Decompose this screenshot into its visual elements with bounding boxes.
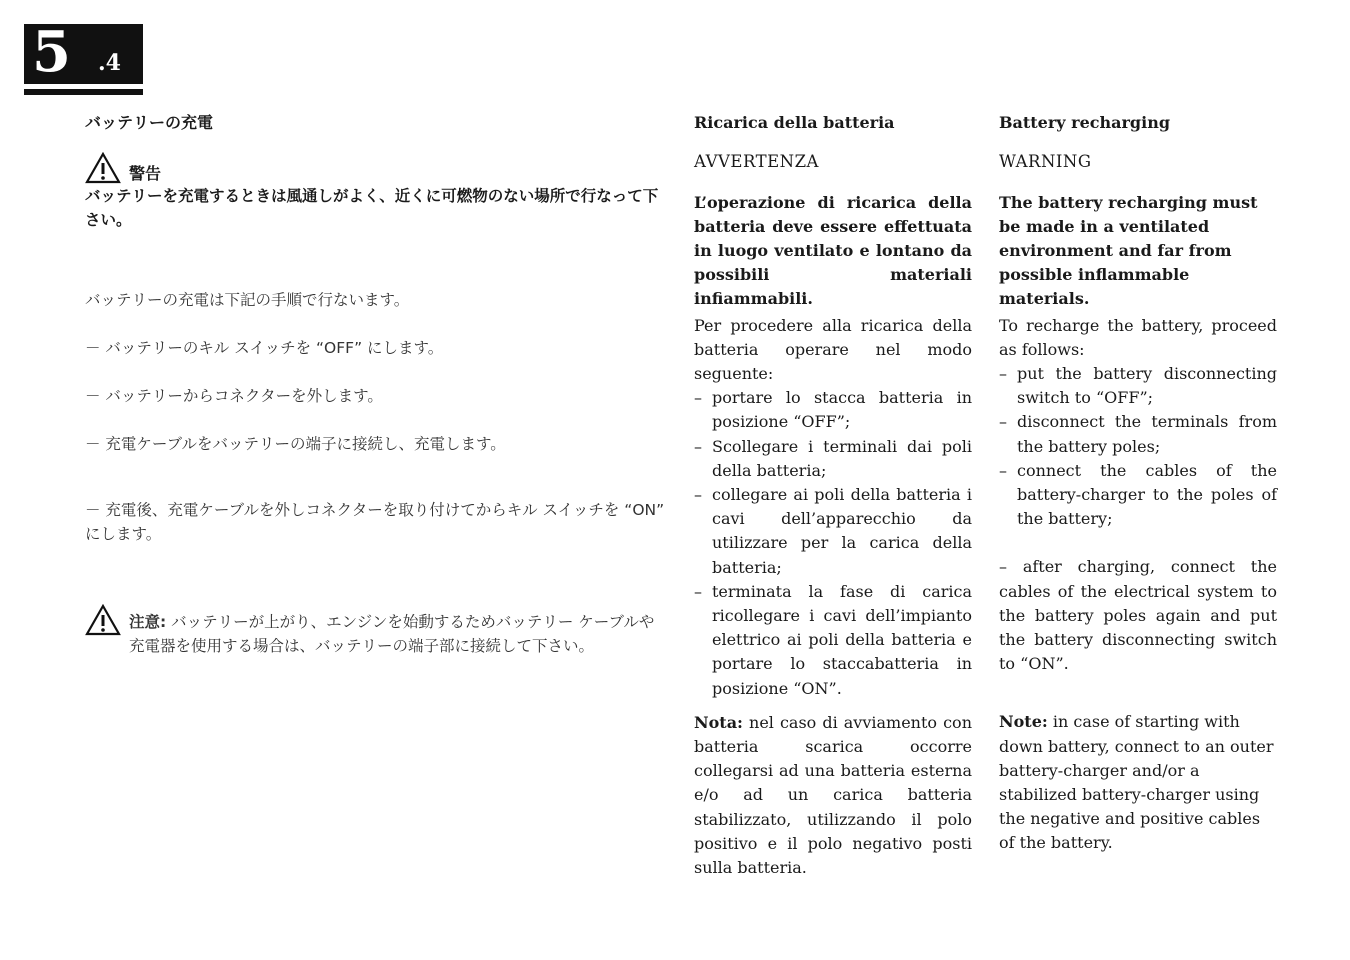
- it-intro: Per procedere alla ricarica della batteria operare nel modo seguente:: [694, 315, 972, 383]
- jp-note: [85, 610, 665, 658]
- english-column: [999, 112, 1277, 856]
- en-note: [999, 710, 1277, 855]
- section-badge: [24, 19, 143, 85]
- en-final-step: – after charging, connect the cables of the electrical system to the battery poles again and put the battery disconnecting switch to “ON”.: [999, 557, 1277, 674]
- en-step-1: – put the battery disconnecting switch to “OFF”;: [999, 363, 1277, 408]
- it-warning-text: L’operazione di ricarica della batteria deve essere effettuata in luogo ventilato e lontano da possibili materiali infiammabili.: [694, 192, 972, 309]
- jp-warning-label: 警告: [129, 164, 162, 183]
- it-step-1: – portare lo stacca batteria in posizione “OFF”;: [694, 388, 972, 432]
- japanese-column: [85, 112, 665, 658]
- en-warning-text: The battery recharging must be made in a ventilated environment and far from possible inflammable materials.: [999, 192, 1258, 309]
- en-note-label: Note:: [999, 712, 1048, 732]
- jp-warning-header: [85, 152, 665, 184]
- en-step-3: – connect the cables of the battery-charger to the poles of the battery;: [999, 460, 1277, 529]
- subsection-number: .4: [98, 50, 121, 76]
- it-step-4: – terminata la fase di carica ricollegare i cavi dell’impianto elettrico ai poli della batteria e portare lo staccabatteria in posizione “ON”.: [694, 581, 972, 698]
- jp-step-3: － 充電ケーブルをバッテリーの端子に接続し、充電します。: [85, 435, 506, 453]
- it-warning-label: AVVERTENZA: [694, 152, 819, 171]
- header-rule: [24, 89, 143, 95]
- jp-intro: バッテリーの充電は下記の手順で行ないます。: [85, 291, 410, 309]
- en-title: Battery recharging: [999, 113, 1171, 132]
- it-note-label: Nota:: [694, 712, 743, 732]
- section-number: 5: [32, 19, 71, 85]
- it-title: Ricarica della batteria: [694, 113, 895, 132]
- caution-triangle-icon: [85, 604, 121, 636]
- jp-step-2: － バッテリーからコネクターを外します。: [85, 387, 383, 405]
- it-step-2: – Scollegare i terminali dai poli della batteria;: [694, 436, 972, 480]
- en-note-text: in case of starting with down battery, connect to an outer battery-charger and/or a stabilized battery-charger using the negative and positive cables of the battery.: [999, 712, 1274, 853]
- en-step-2: – disconnect the terminals from the battery poles;: [999, 412, 1277, 456]
- en-intro: To recharge the battery, proceed as follows:: [999, 315, 1277, 359]
- jp-note-text: バッテリーが上がり、エンジンを始動するためバッテリー ケーブルや充電器を使用する場合は、バッテリーの端子部に接続して下さい。: [129, 613, 655, 655]
- it-note: [694, 711, 972, 880]
- it-note-text: nel caso di avviamento con batteria scarica occorre collegarsi ad una batteria esterna e/o ad un carica batteria stabilizzato, utilizzando il polo positivo e il polo negativo posti sulla batteria.: [694, 712, 972, 877]
- jp-step-4: － 充電後、充電ケーブルを外しコネクターを取り付けてからキル スイッチを “ON” にします。: [85, 501, 665, 543]
- jp-note-label: 注意:: [129, 613, 167, 631]
- en-warning-label: WARNING: [999, 152, 1092, 171]
- warning-triangle-icon: [85, 152, 121, 184]
- italian-column: [694, 112, 972, 880]
- jp-title: バッテリーの充電: [85, 113, 214, 132]
- jp-warning-text: バッテリーを充電するときは風通しがよく、近くに可燃物のない場所で行なって下さい。: [85, 187, 659, 229]
- jp-step-1: － バッテリーのキル スイッチを “OFF” にします。: [85, 339, 444, 357]
- it-step-3: – collegare ai poli della batteria i cavi dell’apparecchio da utilizzare per la carica della batteria;: [694, 484, 972, 577]
